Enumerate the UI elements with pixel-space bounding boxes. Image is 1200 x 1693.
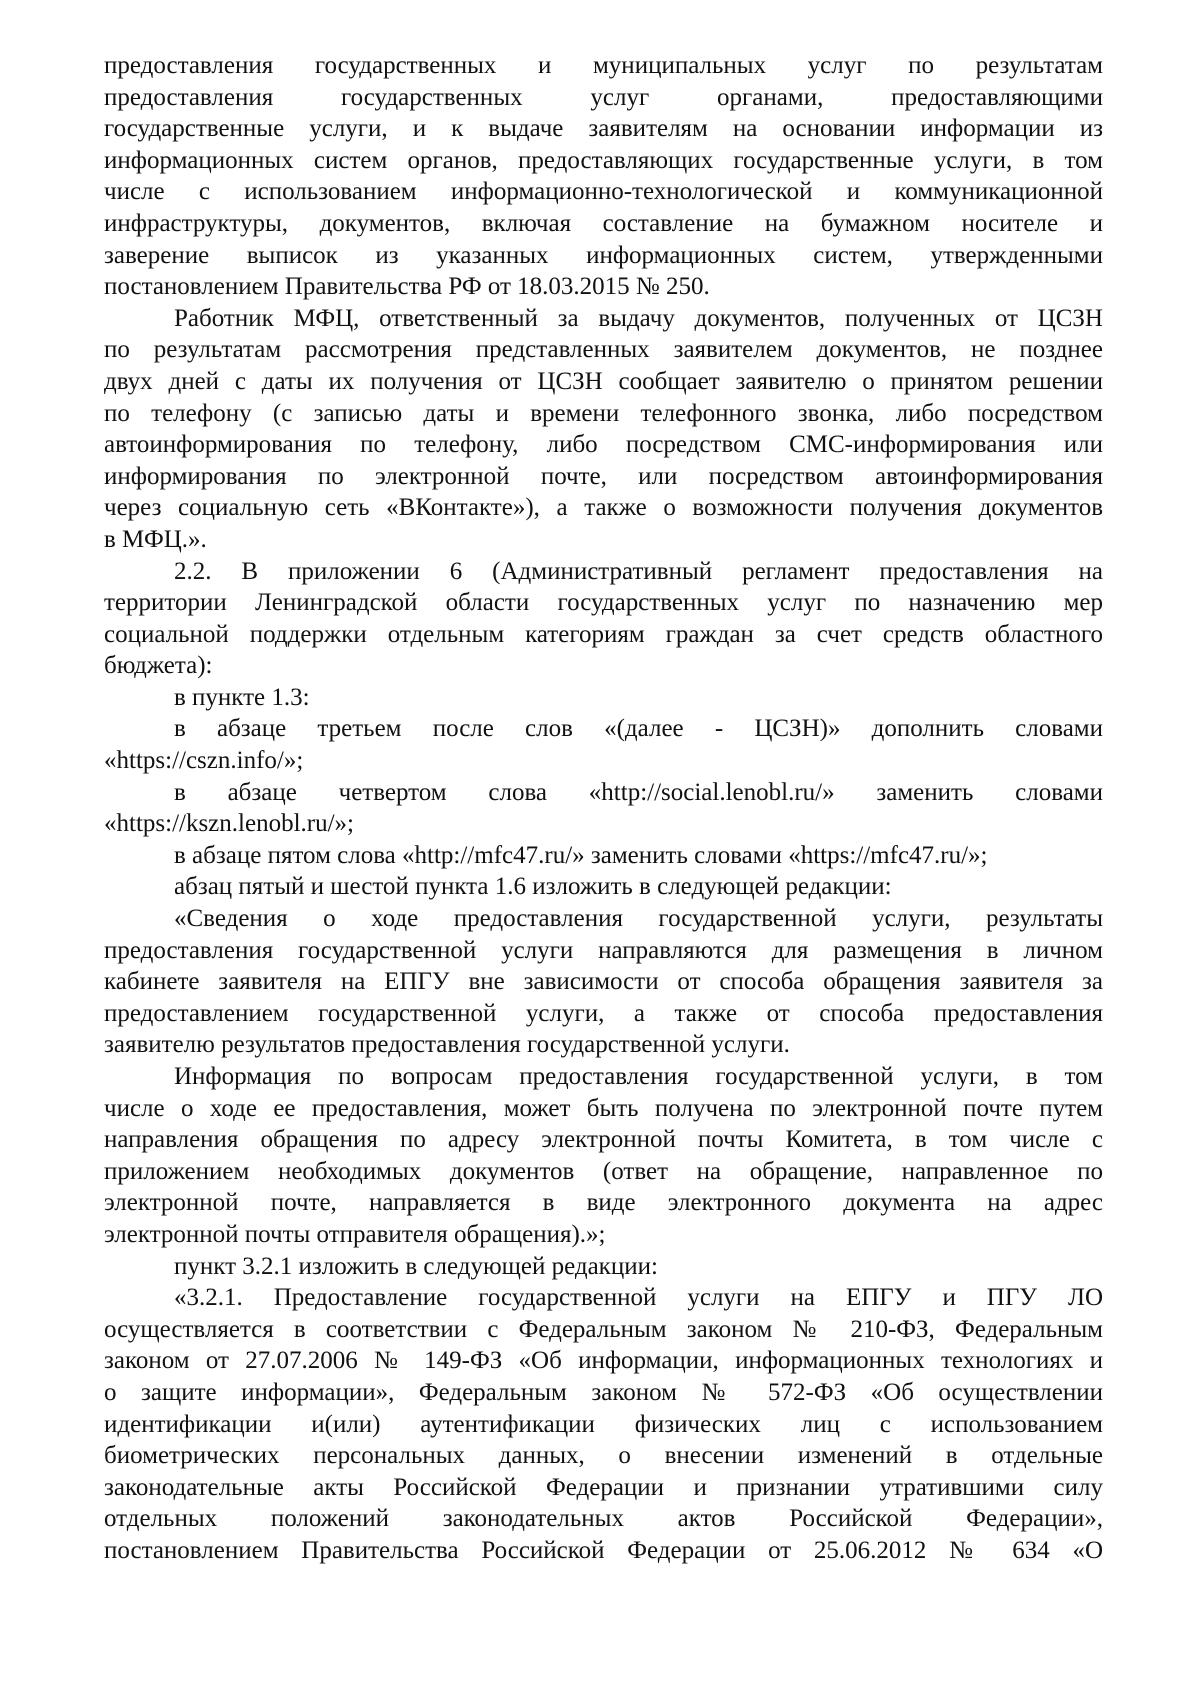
- text-line: социальной поддержки отдельным категориям граждан за счет средств областного: [104, 620, 1103, 648]
- text-line: приложением необходимых документов (ответ на обращение, направленное по: [104, 1157, 1103, 1185]
- text-line: направления обращения по адресу электронной почты Комитета, в том числе с: [104, 1126, 1103, 1154]
- text-line: о защите информации», Федеральным законом № 572-ФЗ «Об осуществлении: [104, 1378, 1103, 1406]
- text-line: в абзаце третьем после слов «(далее - ЦСЗН)» дополнить словами: [174, 715, 1103, 743]
- text-line: инфраструктуры, документов, включая составление на бумажном носителе и: [104, 209, 1103, 237]
- text-line: «3.2.1. Предоставление государственной услуги на ЕПГУ и ПГУ ЛО: [174, 1284, 1103, 1312]
- text-line: в абзаце пятом слова «http://mfc47.ru/» заменить словами «https://mfc47.ru/»;: [174, 841, 988, 869]
- text-line: предоставления государственных услуг органами, предоставляющими: [104, 83, 1103, 111]
- text-line: идентификации и(или) аутентификации физических лиц с использованием: [104, 1410, 1103, 1438]
- text-line: информирования по электронной почте, или посредством автоинформирования: [104, 462, 1103, 490]
- text-line: «https://kszn.lenobl.ru/»;: [104, 810, 354, 838]
- text-line: государственные услуги, и к выдаче заявителям на основании информации из: [104, 115, 1103, 143]
- text-line: Работник МФЦ, ответственный за выдачу документов, полученных от ЦСЗН: [174, 304, 1103, 332]
- text-line: постановлением Правительства РФ от 18.03.2015 № 250.: [104, 273, 710, 301]
- text-line: предоставления государственной услуги направляются для размещения в личном: [104, 936, 1103, 964]
- text-line: осуществляется в соответствии с Федеральным законом № 210-ФЗ, Федеральным: [104, 1315, 1103, 1343]
- text-line: информационных систем органов, предоставляющих государственные услуги, в том: [104, 146, 1103, 174]
- text-line: заверение выписок из указанных информационных систем, утвержденными: [104, 241, 1103, 269]
- text-line: числе о ходе ее предоставления, может быть получена по электронной почте путем: [104, 1094, 1103, 1122]
- text-line: Информация по вопросам предоставления государственной услуги, в том: [174, 1063, 1103, 1090]
- text-line: абзац пятый и шестой пункта 1.6 изложить в следующей редакции:: [174, 873, 892, 901]
- text-line: автоинформирования по телефону, либо посредством СМС-информирования или: [104, 431, 1103, 459]
- text-line: территории Ленинградской области государственных услуг по назначению мер: [104, 589, 1103, 617]
- text-line: электронной почте, направляется в виде электронного документа на адрес: [104, 1189, 1103, 1217]
- text-line: предоставления государственных и муниципальных услуг по результатам: [104, 52, 1103, 79]
- text-line: в пункте 1.3:: [174, 683, 310, 711]
- text-line: «https://cszn.info/»;: [104, 747, 304, 775]
- text-line: пункт 3.2.1 изложить в следующей редакции:: [174, 1252, 658, 1280]
- text-line: кабинете заявителя на ЕПГУ вне зависимости от способа обращения заявителя за: [104, 968, 1103, 996]
- text-line: заявителю результатов предоставления государственной услуги.: [104, 1031, 790, 1059]
- text-line: через социальную сеть «ВКонтакте»), а также о возможности получения документов: [104, 494, 1103, 522]
- text-line: бюджета):: [104, 652, 213, 680]
- text-line: по телефону (с записью даты и времени телефонного звонка, либо посредством: [104, 399, 1103, 427]
- text-line: постановлением Правительства Российской Федерации от 25.06.2012 № 634 «О: [104, 1536, 1103, 1564]
- text-line: двух дней с даты их получения от ЦСЗН сообщает заявителю о принятом решении: [104, 367, 1103, 395]
- text-line: биометрических персональных данных, о внесении изменений в отдельные: [104, 1442, 1103, 1470]
- text-line: 2.2. В приложении 6 (Административный регламент предоставления на: [174, 557, 1103, 585]
- text-line: законом от 27.07.2006 № 149-ФЗ «Об информации, информационных технологиях и: [104, 1347, 1103, 1375]
- text-line: числе с использованием информационно-технологической и коммуникационной: [104, 178, 1103, 206]
- text-line: в МФЦ.».: [104, 525, 207, 553]
- text-line: «Сведения о ходе предоставления государственной услуги, результаты: [174, 905, 1103, 933]
- document-body: [104, 50, 1103, 1567]
- text-line: законодательные акты Российской Федерации и признании утратившими силу: [104, 1473, 1103, 1501]
- text-line: отдельных положений законодательных актов Российской Федерации»,: [104, 1505, 1103, 1533]
- text-line: электронной почты отправителя обращения).»;: [104, 1220, 606, 1248]
- text-line: по результатам рассмотрения представленных заявителем документов, не позднее: [104, 336, 1103, 364]
- text-line: в абзаце четвертом слова «http://social.lenobl.ru/» заменить словами: [174, 778, 1103, 806]
- text-line: предоставлением государственной услуги, а также от способа предоставления: [104, 999, 1103, 1027]
